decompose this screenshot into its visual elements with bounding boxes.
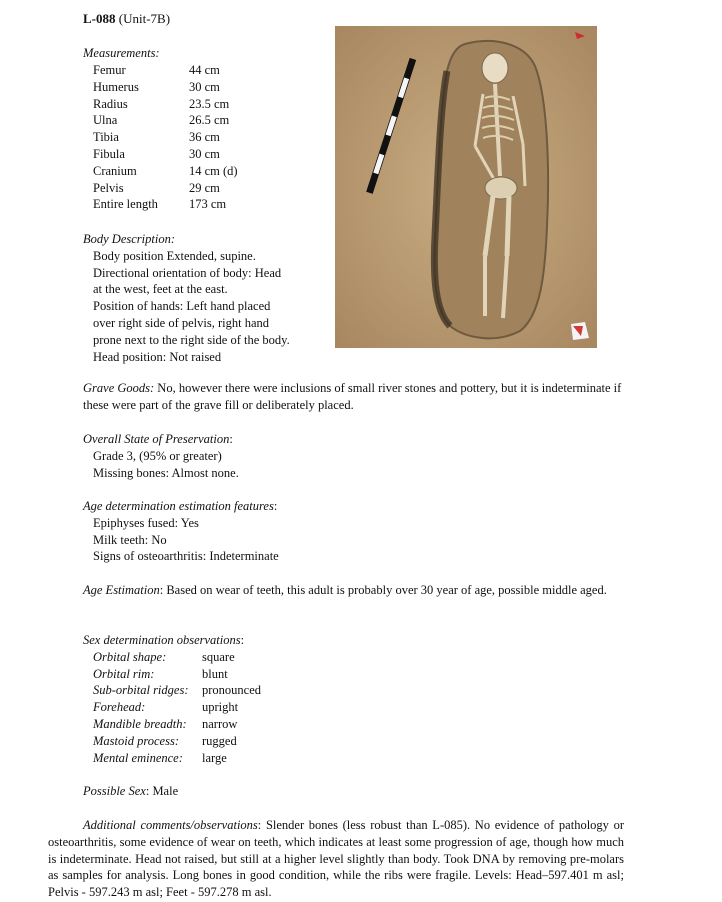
sex-observations [83, 632, 628, 766]
sex-observation-key: Mental eminence: [93, 750, 183, 765]
age-features-colon: : [273, 499, 278, 513]
sex-observation-value: narrow [202, 716, 238, 731]
measurement-row [93, 112, 238, 129]
age-estimation-label: Age Estimation [83, 583, 160, 597]
body-description-line: over right side of pelvis, right hand [93, 315, 270, 330]
measurements-label: Measurements: [83, 46, 160, 60]
sex-observation-value: pronounced [202, 683, 262, 698]
body-description-line: Body position Extended, supine. [93, 248, 256, 263]
measurement-row [93, 62, 238, 79]
measurement-row [93, 129, 238, 146]
grave-goods-text: No, however there were inclusions of small river stones and pottery, but it is indeterminate if these were part of the grave fill or deliberately placed. [83, 381, 622, 412]
measurements-table [93, 62, 238, 213]
preservation [83, 431, 628, 481]
burial-photo [335, 26, 597, 348]
sex-observation-key: Orbital rim: [93, 666, 155, 681]
measurement-value: 23.5 cm [189, 96, 230, 111]
preservation-missing: Missing bones: Almost none. [93, 465, 239, 480]
measurement-value: 29 cm [189, 180, 220, 195]
measurement-value: 26.5 cm [189, 113, 230, 128]
measurement-row [93, 163, 238, 180]
measurement-row [93, 79, 238, 96]
body-description-line: prone next to the right side of the body. [93, 332, 290, 347]
measurement-name: Cranium [93, 163, 137, 178]
sex-observation-value: rugged [202, 733, 237, 748]
measurement-value: 30 cm [189, 146, 220, 161]
age-features [83, 498, 628, 565]
measurement-value: 14 cm (d) [189, 163, 238, 178]
age-estimation [83, 582, 628, 599]
measurement-name: Radius [93, 96, 128, 111]
measurement-value: 30 cm [189, 79, 220, 94]
record-unit: (Unit-7B) [118, 11, 171, 26]
preservation-colon: : [229, 432, 233, 446]
measurement-name: Ulna [93, 113, 118, 128]
measurement-value: 173 cm [189, 197, 227, 212]
additional-comments [48, 817, 624, 901]
sex-observation-value: large [202, 750, 227, 765]
body-description-line: at the west, feet at the east. [93, 282, 228, 297]
sex-observation-key: Mandible breadth: [93, 716, 187, 731]
body-description-label: Body Description: [83, 232, 175, 246]
possible-sex [83, 783, 628, 800]
sex-observations-label: Sex determination observations [83, 633, 241, 647]
measurement-value: 36 cm [189, 130, 220, 145]
sex-observation-row [93, 733, 261, 750]
preservation-label: Overall State of Preservation [83, 432, 230, 446]
sex-observation-row [93, 750, 261, 767]
sex-observation-row [93, 716, 261, 733]
record-id: L-088 [83, 11, 116, 26]
additional-comments-text: : Slender bones (less robust than L-085). No evidence of pathology or osteoarthritis, some evidence of wear on teeth, which indicates at least some progression of age, though how much is indeterminate. Head not raised, but still at a higher level slightly than body. Took DNA by removing pre-molars as samples for analysis. Long bones in good condition, while the ribs were fragile. Levels: Head–597.401 m asl; Pelvis - 597.243 m asl; Feet - 597.278 m asl. [48, 818, 624, 900]
measurement-row [93, 196, 238, 213]
measurement-row [93, 96, 238, 113]
age-feature-epiphyses: Epiphyses fused: Yes [93, 515, 199, 530]
sex-observation-key: Sub-orbital ridges: [93, 683, 189, 698]
sex-observations-colon: : [240, 633, 245, 647]
measurement-name: Humerus [93, 79, 139, 94]
sex-observation-row [93, 682, 261, 699]
grave-goods-label: Grave Goods: [83, 381, 155, 395]
sex-observations-table [93, 649, 261, 767]
sex-observation-value: upright [202, 700, 239, 715]
record-header [83, 11, 170, 28]
age-features-label: Age determination estimation features [83, 499, 274, 513]
measurement-name: Tibia [93, 130, 119, 145]
body-description-line: Head position: Not raised [93, 349, 222, 364]
age-feature-milk-teeth: Milk teeth: No [93, 532, 167, 547]
sex-observation-value: blunt [202, 666, 228, 681]
sex-observation-row [93, 666, 261, 683]
sex-observation-key: Orbital shape: [93, 649, 167, 664]
age-feature-osteoarthritis: Signs of osteoarthritis: Indeterminate [93, 549, 279, 564]
age-estimation-text: : Based on wear of teeth, this adult is probably over 30 year of age, possible middle aged. [159, 583, 607, 597]
burial-photo-icon [335, 26, 597, 348]
sex-observation-key: Mastoid process: [93, 733, 179, 748]
possible-sex-text: : Male [145, 784, 179, 798]
sex-observation-row [93, 699, 261, 716]
body-description-line: Position of hands: Left hand placed [93, 299, 271, 314]
measurement-name: Femur [93, 63, 126, 77]
sex-observation-key: Forehead: [93, 700, 146, 715]
body-description [83, 231, 290, 365]
possible-sex-label: Possible Sex [83, 784, 146, 798]
body-description-line: Directional orientation of body: Head [93, 265, 282, 280]
measurement-row [93, 180, 238, 197]
measurement-row [93, 146, 238, 163]
measurement-name: Fibula [93, 146, 125, 161]
sex-observation-value: square [202, 649, 235, 664]
additional-comments-label: Additional comments/observations [83, 818, 258, 832]
measurement-name: Entire length [93, 197, 158, 212]
grave-goods [83, 380, 628, 414]
sex-observation-row [93, 649, 261, 666]
measurement-name: Pelvis [93, 180, 124, 195]
measurement-value: 44 cm [189, 63, 220, 77]
preservation-grade: Grade 3, (95% or greater) [93, 448, 222, 463]
